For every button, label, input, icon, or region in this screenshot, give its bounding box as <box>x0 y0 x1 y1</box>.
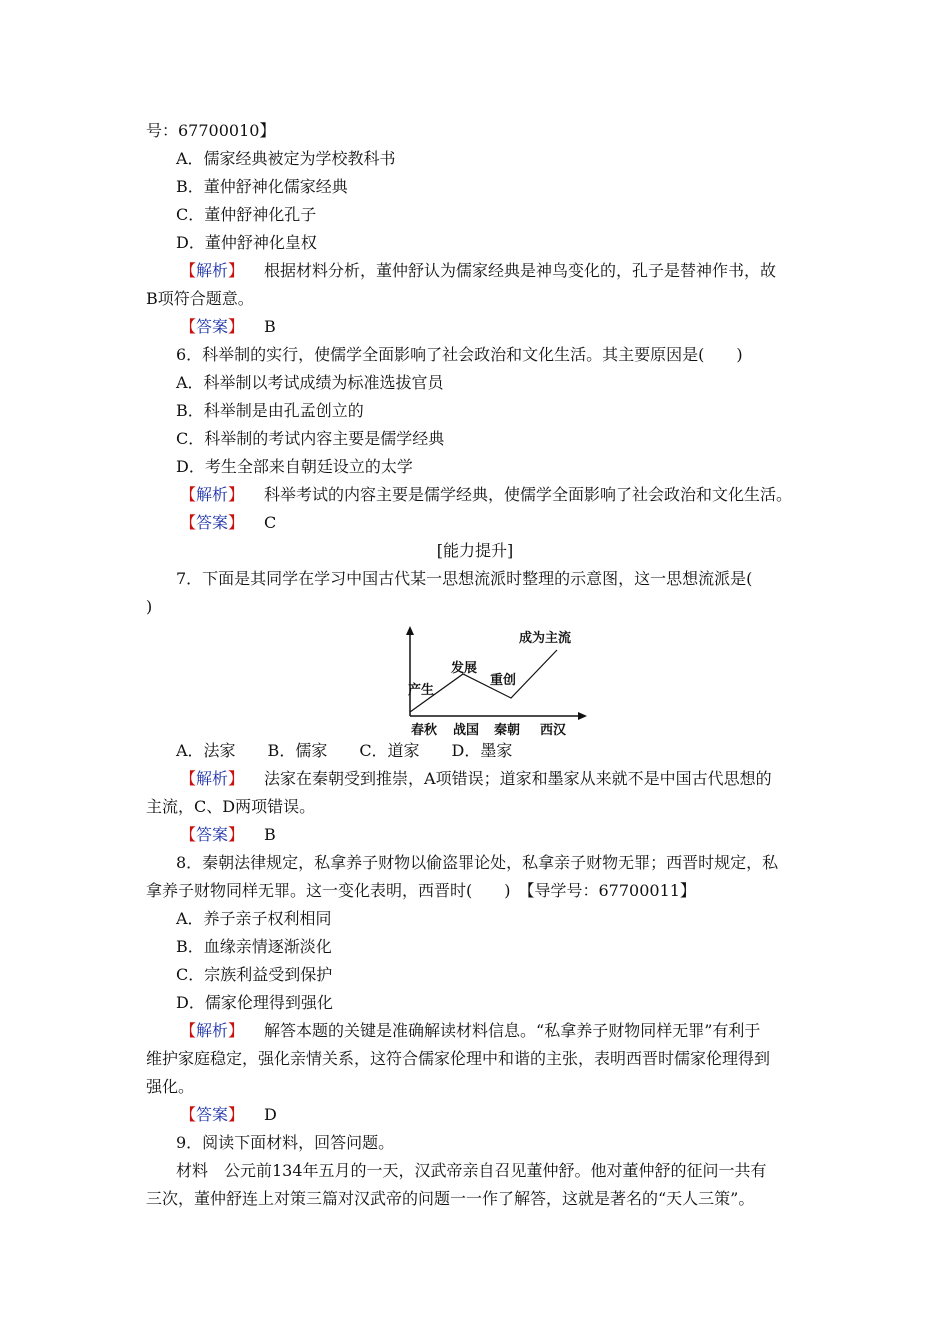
q6-option-b: B．科举制是由孔孟创立的 <box>176 401 364 420</box>
thought-school-diagram <box>395 624 595 740</box>
q8-answer: 【答案】 D <box>180 1105 277 1124</box>
q5-option-d: D．董仲舒神化皇权 <box>176 233 317 252</box>
stage-label-zhuliu: 成为主流 <box>519 631 572 646</box>
answer-tag: 【答案】 <box>180 825 245 844</box>
q9-stem: 9．阅读下面材料，回答问题。 <box>176 1133 395 1152</box>
analysis-tag: 【解析】 <box>180 1021 245 1040</box>
q8-option-a: A．养子亲子权利相同 <box>176 909 332 928</box>
analysis-tag: 【解析】 <box>180 769 245 788</box>
answer-tag: 【答案】 <box>180 317 245 336</box>
analysis-tag: 【解析】 <box>180 485 245 504</box>
continued-question-id: 号：67700010】 <box>146 121 276 140</box>
q7-stem: 7．下面是其同学在学习中国古代某一思想流派时整理的示意图，这一思想流派是( <box>176 569 753 588</box>
q7-stem-cont: ) <box>146 597 153 616</box>
q5-option-b: B．董仲舒神化儒家经典 <box>176 177 348 196</box>
q7-analysis-cont: 主流，C、D两项错误。 <box>146 797 316 816</box>
q6-answer: 【答案】 C <box>180 513 277 532</box>
q8-option-b: B．血缘亲情逐渐淡化 <box>176 937 332 956</box>
q5-analysis-cont: B项符合题意。 <box>146 289 254 308</box>
q6-analysis: 【解析】 科举考试的内容主要是儒学经典，使儒学全面影响了社会政治和文化生活。 <box>180 485 793 504</box>
q6-option-c: C．科举制的考试内容主要是儒学经典 <box>176 429 445 448</box>
x-label-xihan: 西汉 <box>540 723 567 738</box>
stage-label-chongchuang: 重创 <box>490 673 517 688</box>
y-axis-arrow <box>406 626 414 635</box>
stage-label-fazhan: 发展 <box>451 661 478 676</box>
q8-stem: 8．秦朝法律规定，私拿养子财物以偷盗罪论处，私拿亲子财物无罪；西晋时规定，私 <box>176 853 779 872</box>
answer-tag: 【答案】 <box>180 513 245 532</box>
q8-analysis-cont: 维护家庭稳定，强化亲情关系，这符合儒家伦理中和谐的主张，表明西晋时儒家伦理得到 <box>146 1049 771 1068</box>
q7-answer: 【答案】 B <box>180 825 276 844</box>
answer-tag: 【答案】 <box>180 1105 245 1124</box>
q5-option-c: C．董仲舒神化孔子 <box>176 205 317 224</box>
x-label-qinchao: 秦朝 <box>494 723 521 738</box>
q6-option-a: A．科举制以考试成绩为标准选拔官员 <box>176 373 444 392</box>
q5-option-a: A．儒家经典被定为学校教科书 <box>176 149 396 168</box>
q8-option-c: C．宗族利益受到保护 <box>176 965 333 984</box>
q9-material-cont: 三次，董仲舒连上对策三篇对汉武帝的问题一一作了解答，这就是著名的“天人三策”。 <box>146 1189 755 1208</box>
q8-stem-cont: 拿养子财物同样无罪。这一变化表明，西晋时( ) 【导学号：67700011】 <box>146 881 696 900</box>
q7-analysis: 【解析】 法家在秦朝受到推崇，A项错误；道家和墨家从来就不是中国古代思想的 <box>180 769 772 788</box>
analysis-tag: 【解析】 <box>180 261 245 280</box>
q5-analysis: 【解析】 根据材料分析，董仲舒认为儒家经典是神鸟变化的，孔子是替神作书，故 <box>180 261 777 280</box>
x-label-zhanguo: 战国 <box>453 723 480 738</box>
stage-label-chansheng: 产生 <box>408 683 435 698</box>
q5-answer: 【答案】 B <box>180 317 276 336</box>
trend-line <box>410 650 557 712</box>
x-axis-arrow <box>578 712 587 720</box>
q9-material: 材料 公元前134年五月的一天，汉武帝亲自召见董仲舒。他对董仲舒的征问一共有 <box>176 1161 767 1180</box>
q7-options: A．法家 B．儒家 C．道家 D．墨家 <box>176 741 513 760</box>
x-label-chunqiu: 春秋 <box>411 723 438 738</box>
q8-analysis: 【解析】 解答本题的关键是准确解读材料信息。“私拿养子财物同样无罪”有利于 <box>180 1021 761 1040</box>
q6-option-d: D．考生全部来自朝廷设立的太学 <box>176 457 413 476</box>
q8-option-d: D．儒家伦理得到强化 <box>176 993 333 1012</box>
q8-analysis-cont2: 强化。 <box>146 1077 195 1096</box>
q6-stem: 6．科举制的实行，使儒学全面影响了社会政治和文化生活。其主要原因是( ) <box>176 345 743 364</box>
section-heading: [能力提升] <box>436 541 514 560</box>
